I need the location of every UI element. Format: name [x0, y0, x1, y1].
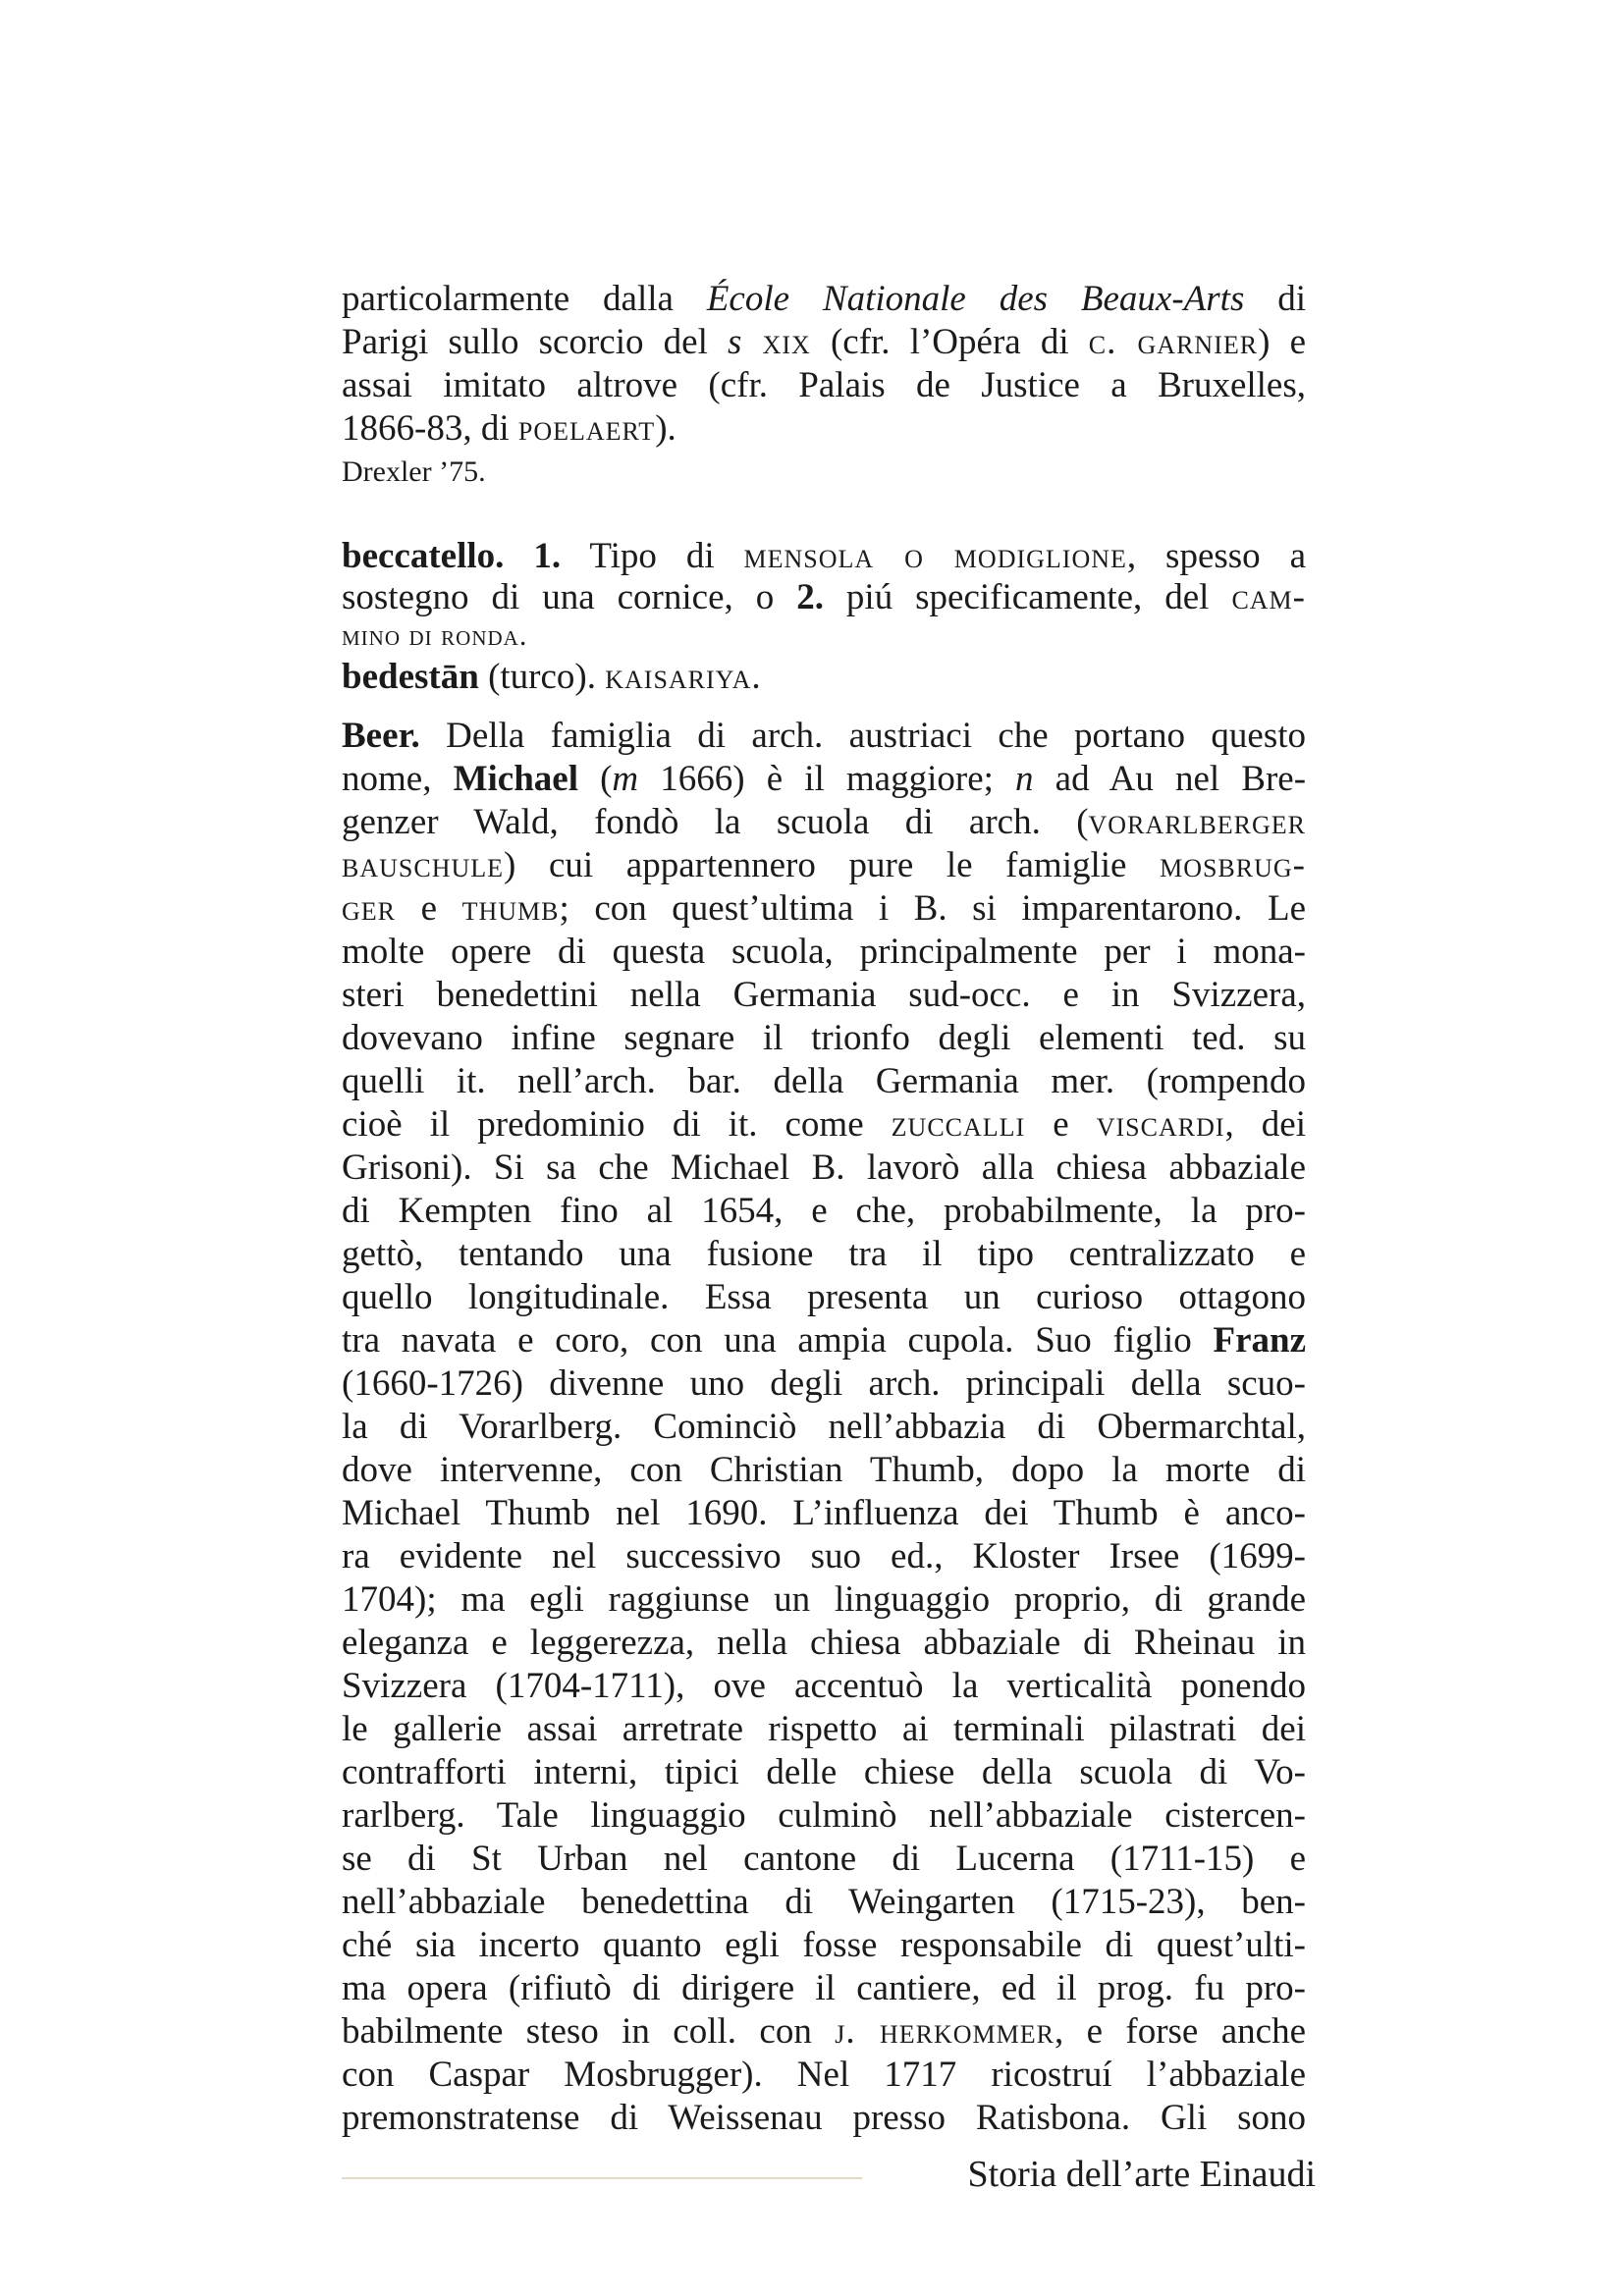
text-span: genzer Wald, fondò la scuola di arch. ( — [342, 802, 1089, 842]
text-span: e — [396, 888, 462, 929]
bibliography: Drexler ’75. — [342, 455, 486, 488]
text-line: bedestān (turco). kaisariya. — [342, 657, 762, 697]
text-line — [342, 1578, 1306, 1622]
text-span: , e forse anche — [1054, 2011, 1306, 2052]
text-span: 1666) è il maggiore; — [638, 759, 1016, 799]
cross-reference: modiglione — [953, 536, 1127, 576]
text-span: steri benedettini nella Germania sud-occ. e in Svizzera, — [342, 975, 1306, 1015]
text-span: Grisoni). Si sa che Michael B. lavorò alla chiesa abbaziale — [342, 1148, 1306, 1188]
text-span: ché sia incerto quanto egli fosse responsabile di quest’ulti- — [342, 1925, 1306, 1965]
text-span: Michael Thumb nel 1690. L’influenza dei Thumb è anco- — [342, 1493, 1306, 1533]
bold-name: Franz — [1213, 1320, 1306, 1361]
text-span: tra navata e coro, con una ampia cupola. Suo figlio — [342, 1320, 1214, 1361]
text-span: dove intervenne, con Christian Thumb, dopo la morte di — [342, 1450, 1306, 1490]
bold-name: Michael — [453, 759, 578, 799]
text-line — [342, 1103, 1306, 1147]
italic-term: École Nationale des Beaux-Arts — [706, 279, 1245, 319]
text-span: quello longitudinale. Essa presenta un curioso ottagono — [342, 1277, 1306, 1317]
text-line — [342, 1794, 1306, 1838]
text-line — [342, 1060, 1306, 1103]
cross-reference: viscardi — [1096, 1104, 1225, 1145]
cross-reference: thumb — [461, 888, 560, 929]
text-line — [342, 974, 1306, 1017]
cross-reference: c. garnier — [1088, 322, 1259, 362]
text-span: rarlberg. Tale linguaggio culminò nell’abbaziale cistercen- — [342, 1795, 1306, 1836]
footer-rule — [342, 2177, 862, 2179]
text-span: ( — [577, 759, 613, 799]
text-line — [342, 1924, 1306, 1967]
text-span: premonstratense di Weissenau presso Ratisbona. Gli sono — [342, 2098, 1306, 2138]
text-line — [342, 1406, 1306, 1449]
cross-reference: mosbrug- — [1160, 845, 1306, 885]
cross-reference: zuccalli — [891, 1104, 1026, 1145]
text-span: Svizzera (1704-1711), ove accentuò la verticalità ponendo — [342, 1666, 1306, 1706]
text-line — [342, 1190, 1306, 1233]
text-span: , dei — [1224, 1104, 1306, 1145]
text-line — [342, 931, 1306, 974]
text-span: con Caspar Mosbrugger). Nel 1717 ricostruí l’abbaziale — [342, 2055, 1306, 2095]
text-span: babilmente steso in coll. con — [342, 2011, 836, 2052]
text-span: (1660-1726) divenne uno degli arch. principali della scuo- — [342, 1363, 1306, 1404]
text-span: 1704); ma egli raggiunse un linguaggio proprio, di grande — [342, 1579, 1306, 1620]
text-line — [342, 758, 1306, 801]
cross-reference: poelaert — [517, 408, 656, 449]
text-span: eleganza e leggerezza, nella chiesa abbaziale di Rheinau in — [342, 1623, 1306, 1663]
text-line: Parigi sullo scorcio del s xix (cfr. l’Opéra di c. garnier) e — [342, 322, 1306, 362]
cross-reference: mensola — [743, 536, 875, 576]
text-line — [342, 1276, 1306, 1319]
text-line — [342, 1751, 1306, 1794]
text-line: 1866-83, di poelaert). — [342, 408, 676, 449]
text-line: particolarmente dalla École Nationale des Beaux-Arts di — [342, 279, 1306, 319]
text-line — [342, 2010, 1306, 2054]
text-line — [342, 1492, 1306, 1535]
text-line: beccatello. 1. Tipo di mensola o modiglione, spesso a — [342, 536, 1306, 576]
text-span: quelli it. nell’arch. bar. della Germania mer. (rompendo — [342, 1061, 1306, 1101]
text-span: dovevano infine segnare il trionfo degli elementi ted. su — [342, 1018, 1306, 1058]
cross-reference: bauschule — [342, 845, 505, 885]
text-line — [342, 844, 1306, 887]
cross-reference: cam- — [1231, 577, 1306, 617]
text-line — [342, 1449, 1306, 1492]
text-span: e — [1025, 1104, 1097, 1145]
text-span: ) cui appartennero pure le famiglie — [504, 845, 1161, 885]
bold-name: Beer. — [342, 716, 420, 756]
text-line — [342, 2097, 1306, 2140]
text-line — [342, 1319, 1306, 1362]
entry-headword: bedestān — [342, 657, 479, 697]
text-span: di Kempten fino al 1654, e che, probabilmente, la pro- — [342, 1191, 1306, 1231]
entry-headword: beccatello. — [342, 536, 505, 576]
text-line — [342, 1838, 1306, 1881]
text-line — [342, 1535, 1306, 1578]
footer-publisher: Storia dell’arte Einaudi — [967, 2154, 1316, 2195]
text-span: le gallerie assai arretrate rispetto ai terminali pilastrati dei — [342, 1709, 1306, 1749]
text-line — [342, 801, 1306, 844]
text-span: nell’abbaziale benedettina di Weingarten (1715-23), ben- — [342, 1882, 1306, 1922]
cross-reference: ger — [342, 888, 396, 929]
text-line — [342, 887, 1306, 931]
text-line — [342, 617, 1306, 661]
text-span: gettò, tentando una fusione tra il tipo centralizzato e — [342, 1234, 1306, 1274]
text-line: assai imitato altrove (cfr. Palais de Justice a Bruxelles, — [342, 365, 1306, 405]
text-span: m — [612, 759, 639, 799]
entry-first-line — [342, 715, 1306, 758]
text-span: la di Vorarlberg. Cominciò nell’abbazia di Obermarchtal, — [342, 1407, 1306, 1447]
cross-reference: kaisariya. — [605, 657, 762, 697]
text-line — [342, 1708, 1306, 1751]
text-span: cioè il predominio di it. come — [342, 1104, 892, 1145]
text-span: Della famiglia di arch. austriaci che portano questo — [419, 716, 1306, 756]
text-line — [342, 2054, 1306, 2097]
cross-reference: j. herkommer — [835, 2011, 1055, 2052]
text-span: ; con quest’ultima i B. si imparentarono. Le — [559, 888, 1306, 929]
text-line — [342, 1017, 1306, 1060]
text-line — [342, 1147, 1306, 1190]
cross-reference: vorarlberger — [1088, 802, 1306, 842]
text-span: ma opera (rifiutò di dirigere il cantiere, ed il prog. fu pro- — [342, 1968, 1306, 2008]
text-line — [342, 1622, 1306, 1665]
text-span: nome, — [342, 759, 454, 799]
text-line — [342, 1881, 1306, 1924]
text-line — [342, 1233, 1306, 1276]
text-line — [342, 1967, 1306, 2010]
text-span: se di St Urban nel cantone di Lucerna (1711-15) e — [342, 1839, 1306, 1879]
text-span: n — [1015, 759, 1034, 799]
text-span: ra evidente nel successivo suo ed., Kloster Irsee (1699- — [342, 1536, 1306, 1576]
text-line — [342, 1665, 1306, 1708]
text-line — [342, 1362, 1306, 1406]
text-span: contrafforti interni, tipici delle chiese della scuola di Vo- — [342, 1752, 1306, 1792]
cross-reference: mino di ronda. — [342, 619, 528, 652]
text-span: ad Au nel Bre- — [1033, 759, 1306, 799]
text-line: sostegno di una cornice, o 2. piú specificamente, del cam- — [342, 577, 1306, 617]
text-span: molte opere di questa scuola, principalmente per i mona- — [342, 932, 1306, 972]
